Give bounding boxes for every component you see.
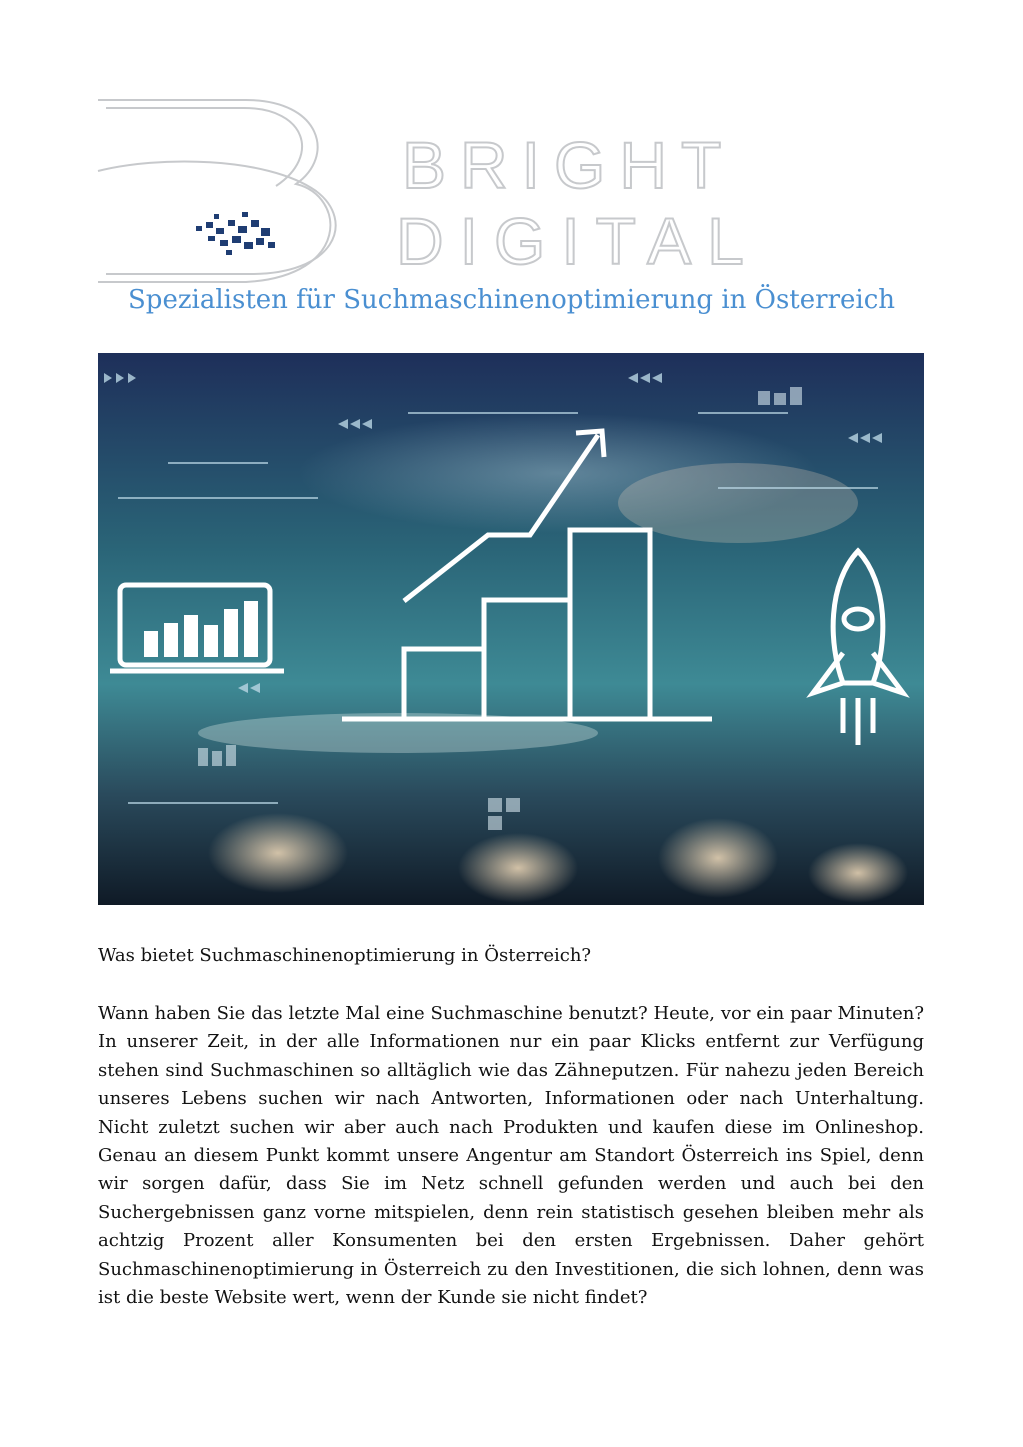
page-subtitle: Spezialisten für Suchmaschinenoptimierung in Österreich xyxy=(127,285,896,315)
logo-b-mark xyxy=(98,100,336,282)
article-heading: Was bietet Suchmaschinenoptimierung in Österreich? xyxy=(98,945,592,966)
logo-line1: BRIGHT xyxy=(402,128,736,202)
brand-logo xyxy=(96,96,956,286)
article-paragraph: Wann haben Sie das letzte Mal eine Suchmaschine benutzt? Heute, vor ein paar Minuten? In unserer Zeit, in der alle Informationen nur ein paar Klicks entfernt zur Verfügung stehen sind Suchmaschinen so alltäglich wie das Zähneputzen. Für nahezu jeden Bereich unseres Lebens suchen wir nach Antworten, Informationen oder nach Unterhaltung. Nicht zuletzt suchen wir aber auch nach Produkten und kaufen diese im Onlineshop. Genau an diesem Punkt kommt unsere Angentur am Standort Österreich ins Spiel, denn wir sorgen dafür, dass Sie im Netz schnell gefunden werden und auch bei den Suchergebnissen ganz vorne mitspielen, denn rein statistisch gesehen bleiben mehr als achtzig Prozent aller Konsumenten bei den ersten Ergebnissen. Daher gehört Suchmaschinenoptimierung in Österreich zu den Investitionen, die sich lohnen, denn was ist die beste Website wert, wenn der Kunde sie nicht findet? xyxy=(98,1003,924,1309)
logo-dots xyxy=(196,212,275,255)
hero-image xyxy=(98,353,924,905)
logo-line2: DIGITAL xyxy=(396,204,760,278)
